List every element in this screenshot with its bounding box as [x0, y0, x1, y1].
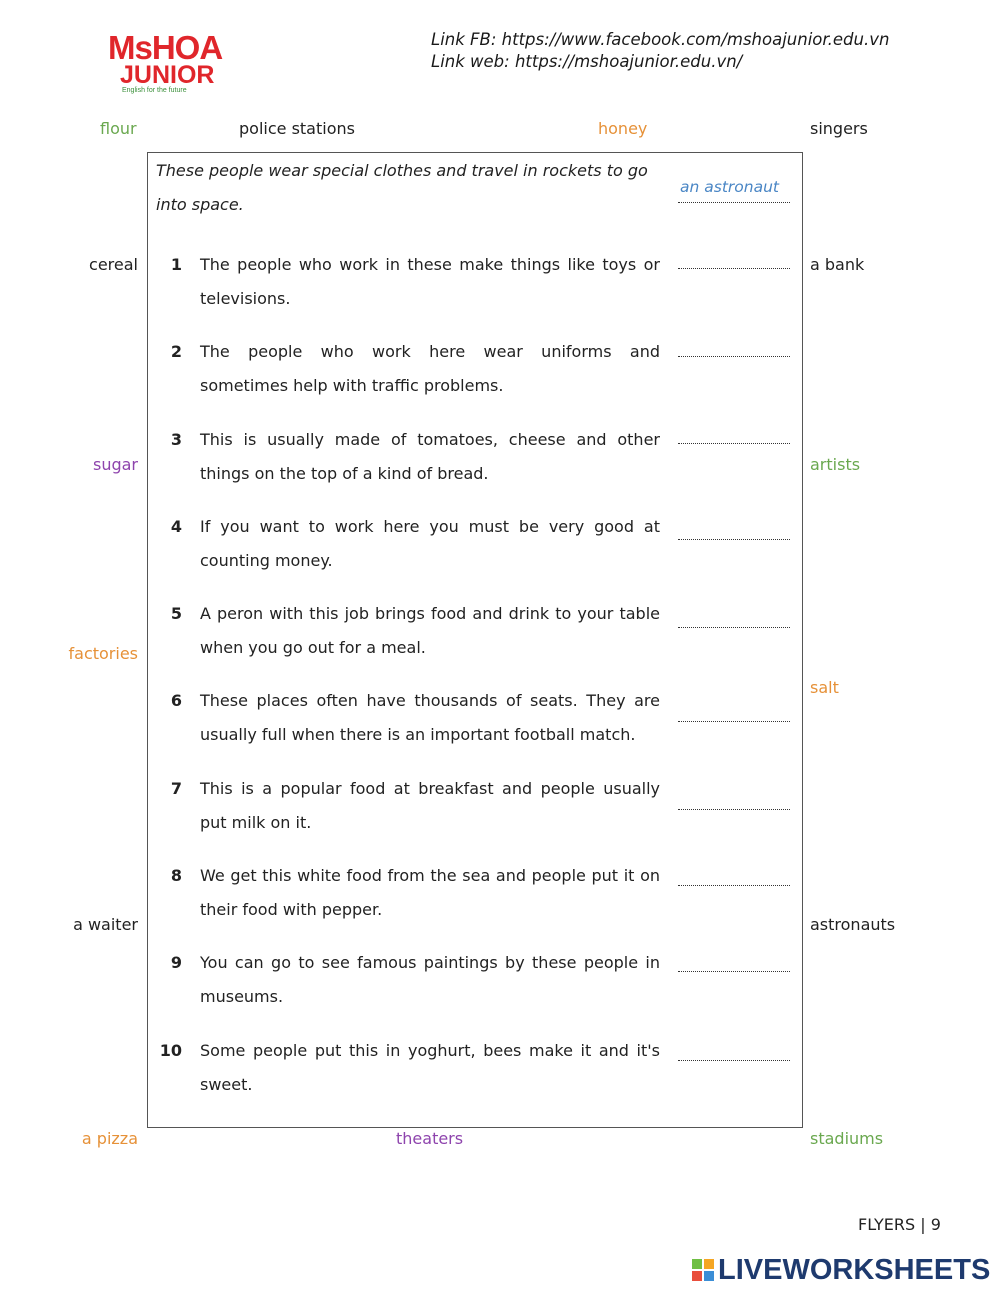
word-cereal: cereal [89, 255, 138, 274]
mshoa-junior-logo [108, 30, 233, 100]
answer-blank-3[interactable] [678, 443, 790, 444]
example-answer: an astronaut [680, 178, 779, 196]
example-text: These people wear special clothes and travel in rockets to go into space. [156, 161, 648, 214]
question-number-4: 4 [170, 517, 182, 536]
question-text-5: A peron with this job brings food and drink to your table when you go out for a meal. [200, 604, 660, 657]
word-salt: salt [810, 678, 839, 697]
question-text-7: This is a popular food at breakfast and people usually put milk on it. [200, 779, 660, 832]
word-factories: factories [68, 644, 138, 663]
question-text-1: The people who work in these make things like toys or televisions. [200, 255, 660, 308]
question-number-5: 5 [170, 604, 182, 623]
logo-mshoa-text: MsHOA [108, 29, 223, 66]
header-links [431, 29, 889, 73]
liveworksheets-text: LIVEWORKSHEETS [718, 1254, 991, 1286]
word-flour: flour [100, 119, 137, 138]
link-website[interactable]: Link web: https://mshoajunior.edu.vn/ [431, 52, 743, 71]
answer-blank-7[interactable] [678, 809, 790, 810]
page-label: FLYERS | 9 [858, 1215, 941, 1234]
question-text-6: These places often have thousands of seats. They are usually full when there is an important football match. [200, 691, 660, 744]
question-text-2: The people who work here wear uniforms and sometimes help with traffic problems. [200, 342, 660, 395]
logo-tagline: English for the future [122, 87, 187, 94]
answer-blank-10[interactable] [678, 1060, 790, 1061]
question-number-7: 7 [170, 779, 182, 798]
answer-blank-8[interactable] [678, 885, 790, 886]
question-number-1: 1 [170, 255, 182, 274]
answer-blank-9[interactable] [678, 971, 790, 972]
word-a-bank: a bank [810, 255, 865, 274]
word-police-stations: police stations [239, 119, 355, 138]
answer-blank-6[interactable] [678, 721, 790, 722]
word-honey: honey [598, 119, 648, 138]
question-text-4: If you want to work here you must be very good at counting money. [200, 517, 660, 570]
word-artists: artists [810, 455, 861, 474]
logo-junior-text: JUNIOR [120, 61, 215, 89]
answer-blank-4[interactable] [678, 539, 790, 540]
example-answer-line [678, 202, 790, 203]
question-number-10: 10 [159, 1041, 182, 1060]
word-sugar: sugar [92, 455, 138, 474]
word-a-pizza: a pizza [81, 1129, 138, 1148]
question-number-2: 2 [170, 342, 182, 361]
liveworksheets-brand[interactable] [692, 1254, 992, 1286]
word-theaters: theaters [396, 1129, 464, 1148]
question-text-3: This is usually made of tomatoes, cheese and other things on the top of a kind of bread. [200, 430, 660, 483]
answer-blank-1[interactable] [678, 268, 790, 269]
question-number-9: 9 [170, 953, 182, 972]
question-number-3: 3 [170, 430, 182, 449]
question-text-9: You can go to see famous paintings by these people in museums. [200, 953, 660, 1006]
word-a-waiter: a waiter [73, 915, 138, 934]
word-singers: singers [810, 119, 868, 138]
answer-blank-5[interactable] [678, 627, 790, 628]
link-facebook[interactable]: Link FB: https://www.facebook.com/mshoajunior.edu.vn [431, 30, 890, 49]
answer-blank-2[interactable] [678, 356, 790, 357]
word-stadiums: stadiums [810, 1129, 884, 1148]
liveworksheets-icon [692, 1259, 714, 1281]
question-text-8: We get this white food from the sea and people put it on their food with pepper. [200, 866, 660, 919]
word-astronauts: astronauts [810, 915, 896, 934]
question-number-8: 8 [170, 866, 182, 885]
question-number-6: 6 [170, 691, 182, 710]
question-text-10: Some people put this in yoghurt, bees make it and it's sweet. [200, 1041, 660, 1094]
